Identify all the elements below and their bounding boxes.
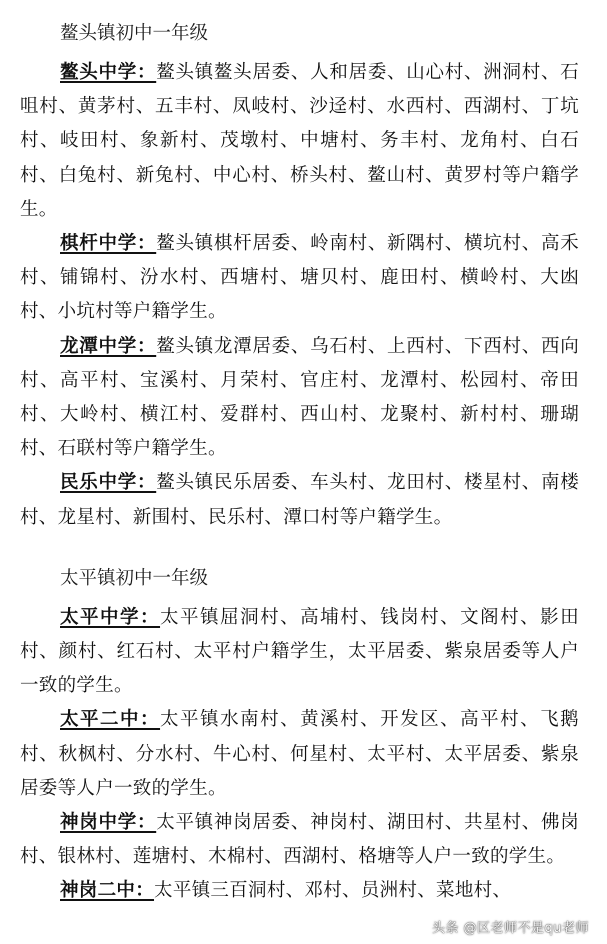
school-entry-shengang-second: [20, 874, 579, 908]
school-area-text: 太平镇水南村、黄溪村、开发区、高平村、飞鹅村、秋枫村、分水村、牛心村、何星村、太平村、太平居委、紫泉居委等人户一致的学生。: [20, 709, 579, 799]
school-area-text: 鳌头镇鳌头居委、人和居委、山心村、洲洞村、石咀村、黄茅村、五丰村、凤岐村、沙迳村、水西村、西湖村、丁坑村、岐田村、象新村、茂墩村、中塘村、务丰村、龙角村、白石村、白兔村、新兔村、中心村、桥头村、鳌山村、黄罗村等户籍学生。: [20, 62, 579, 220]
school-entry-longtan-middle: [20, 330, 579, 467]
school-area-text: 鳌头镇民乐居委、车头村、龙田村、楼星村、南楼村、龙星村、新围村、民乐村、潭口村等户籍学生。: [20, 472, 579, 528]
school-entry-taiping-second: [20, 703, 579, 806]
school-entry-qigan-middle: [20, 227, 579, 330]
school-name: 太平二中：: [60, 709, 161, 731]
school-area-text: 太平镇三百洞村、邓村、员洲村、菜地村、: [154, 880, 512, 902]
school-area-text: 太平镇神岗居委、神岗村、湖田村、共星村、佛岗村、银林村、莲塘村、木棉村、西湖村、格塘等人户一致的学生。: [20, 812, 579, 868]
school-area-text: 鳌头镇棋杆居委、岭南村、新隅村、横坑村、高禾村、铺锦村、汾水村、西塘村、塘贝村、鹿田村、横岭村、大凼村、小坑村等户籍学生。: [20, 233, 579, 323]
school-name: 棋杆中学：: [60, 233, 157, 255]
section-heading-aotou: 鳌头镇初中一年级: [60, 23, 209, 44]
school-name: 鳌头中学：: [60, 62, 157, 83]
school-name: 龙潭中学：: [60, 335, 157, 357]
section-heading-taiping: 太平镇初中一年级: [60, 567, 209, 589]
school-area-text: 鳌头镇龙潭居委、乌石村、上西村、下西村、西向村、高平村、宝溪村、月荣村、官庄村、龙潭村、松园村、帝田村、大岭村、横江村、爱群村、西山村、龙聚村、新村村、珊瑚村、石联村等户籍学生。: [20, 335, 579, 460]
school-entry-taiping-middle: [20, 601, 579, 704]
school-name: 太平中学：: [60, 606, 161, 628]
school-name: 神岗中学：: [60, 812, 157, 834]
school-entry-shengang-middle: [20, 806, 579, 874]
watermark: 头条 @区老师不是qu老师: [431, 921, 589, 936]
school-name: 神岗二中：: [60, 880, 155, 902]
school-name: 民乐中学：: [60, 472, 157, 494]
school-entry-aotou-middle: [20, 56, 579, 227]
school-entry-minle-middle: [20, 466, 579, 534]
school-area-text: 太平镇屈洞村、高埔村、钱岗村、文阁村、影田村、颜村、红石村、太平村户籍学生，太平居委、紫泉居委等人户一致的学生。: [20, 606, 579, 697]
